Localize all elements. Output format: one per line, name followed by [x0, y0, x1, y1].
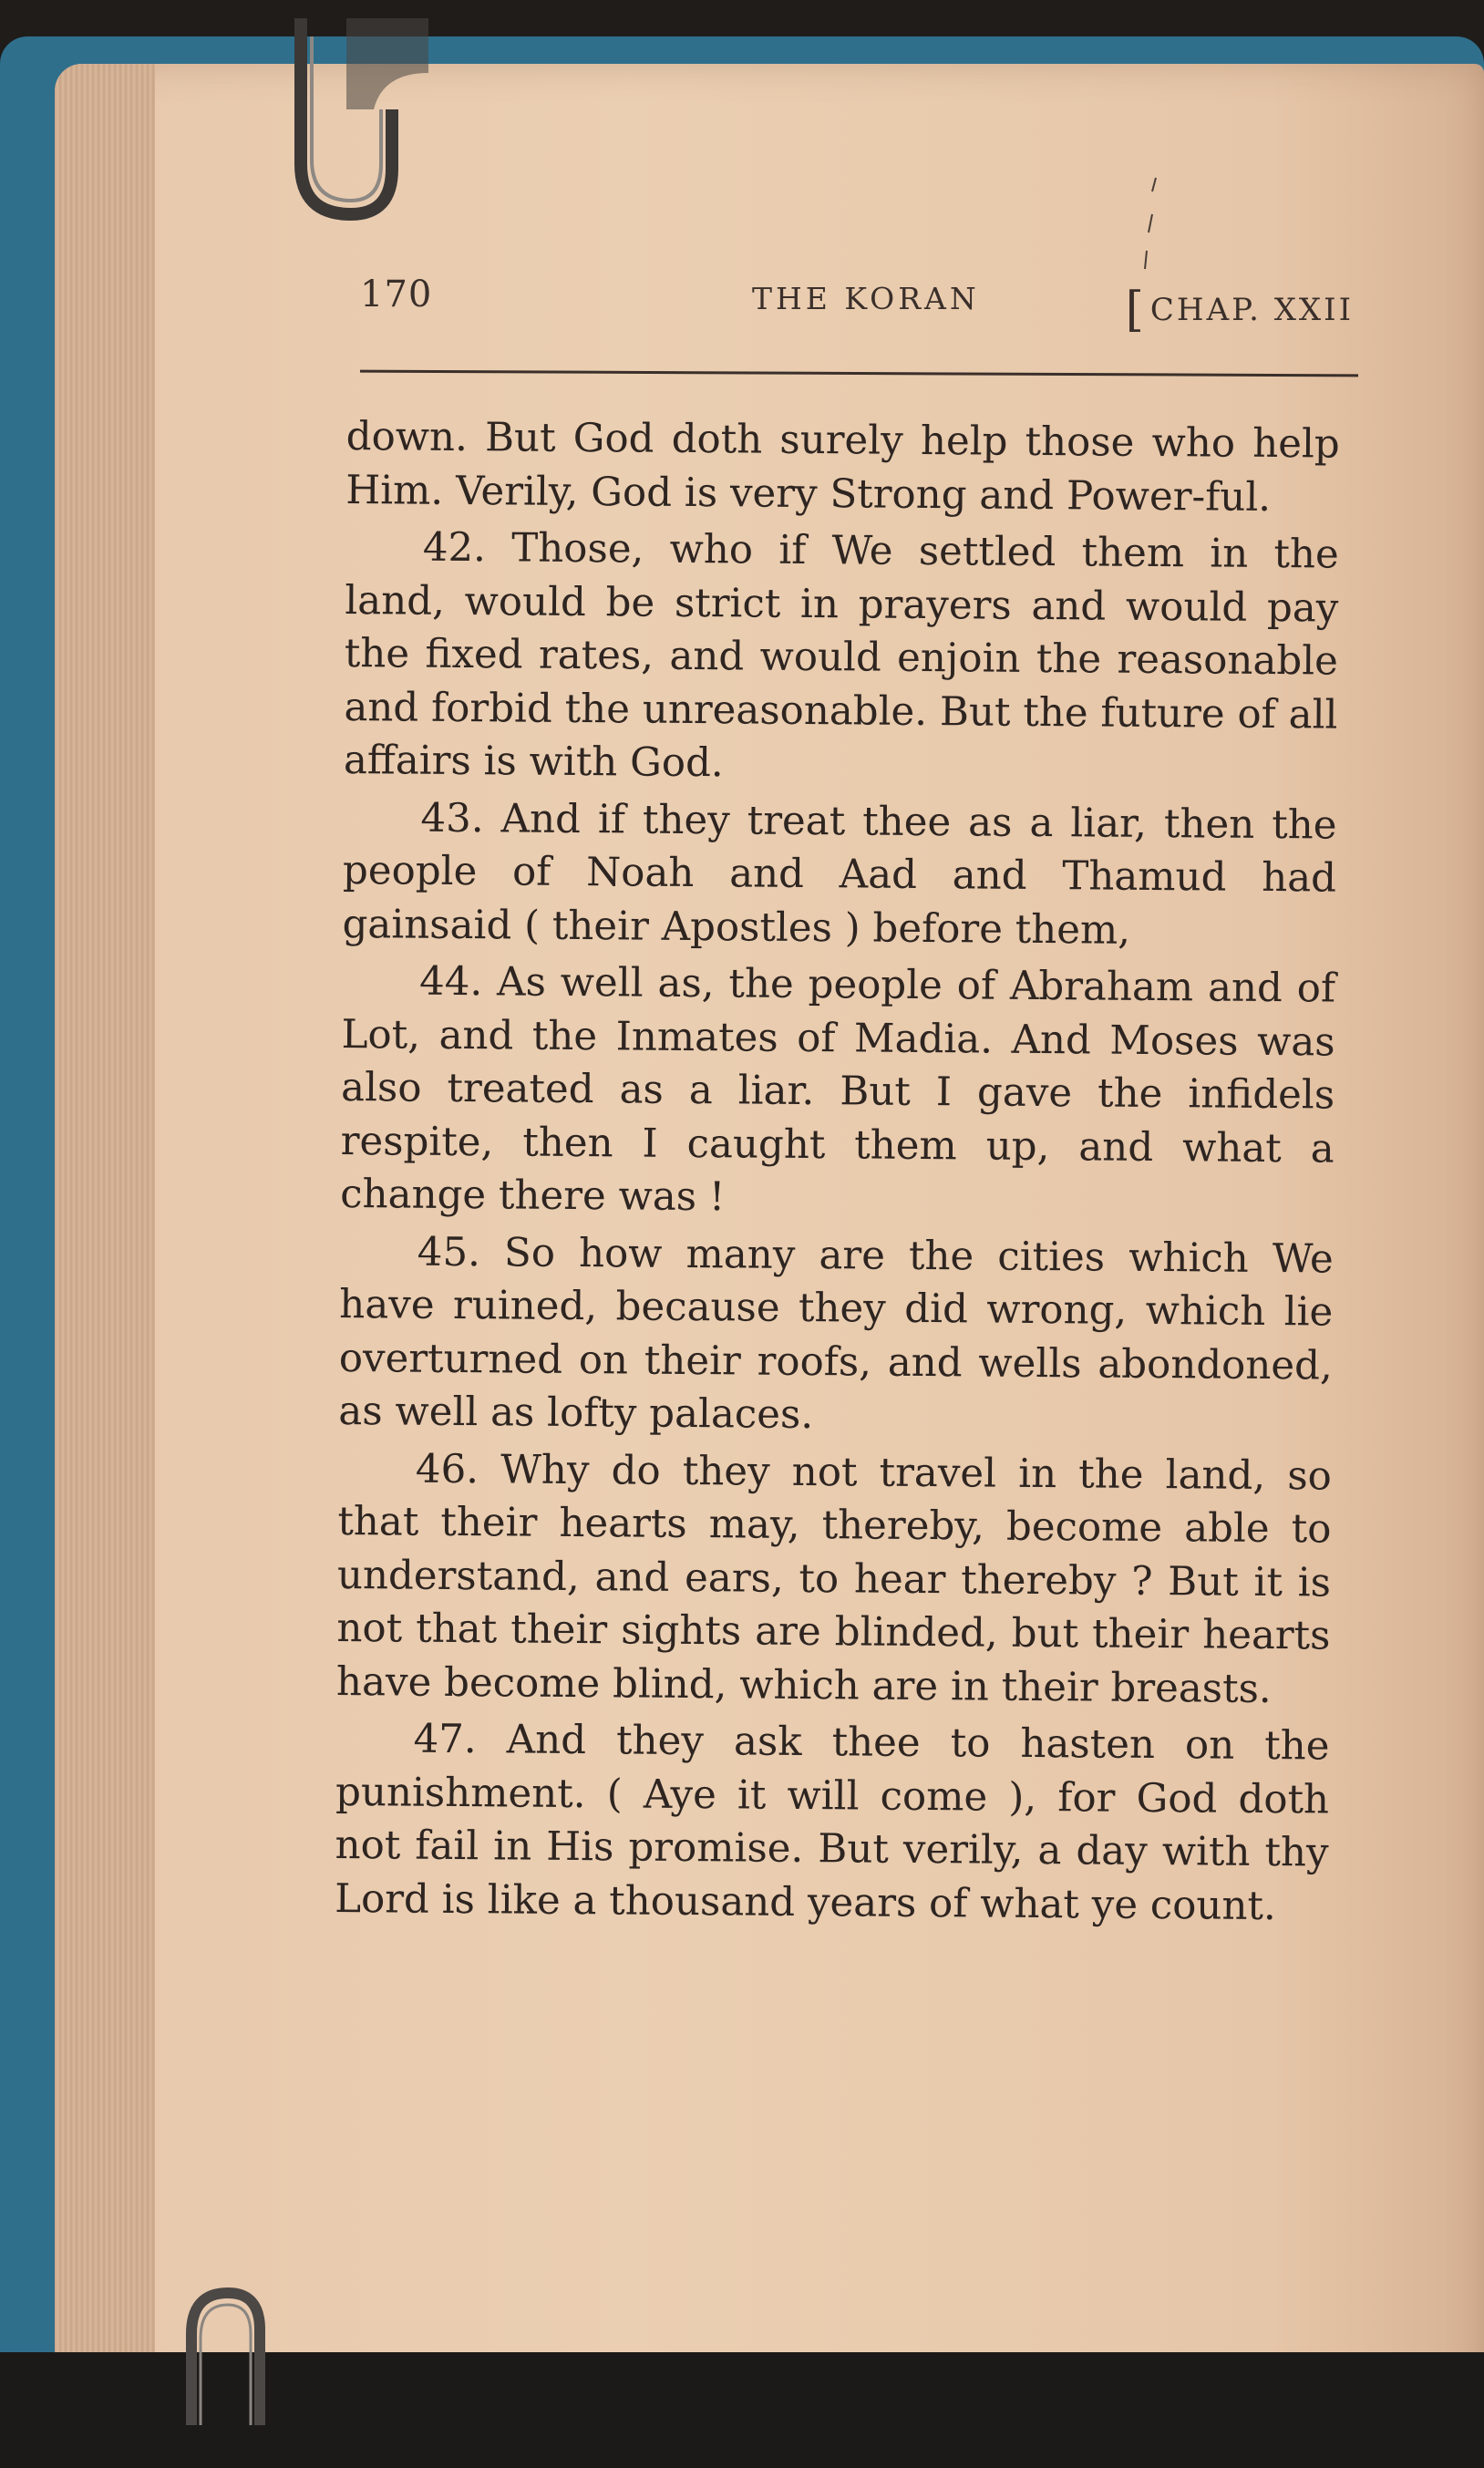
- running-title: THE KORAN: [752, 281, 980, 316]
- page-clip-icon: [246, 18, 428, 237]
- chapter-label: [1125, 277, 1354, 337]
- page-number: 170: [360, 274, 433, 315]
- page-header: [360, 264, 1354, 337]
- page-edges: [55, 64, 155, 2398]
- chapter-bracket: [: [1125, 283, 1147, 337]
- paragraph-continuation: down. But God doth surely help those who help Him. Verily, God is very Strong and Power-ful.: [345, 413, 1340, 521]
- verse-42: 42. Those, who if We settled them in the land, would be strict in prayers and would pay the fixed rates, and would enjoin the reasonable and forbid the unreasonable. But the future of all affairs is with God.: [343, 524, 1339, 787]
- verse-47: 47. And they ask thee to hasten on the punishment. ( Aye it will come ), for God doth not fail in His promise. But verily, a day with thy Lord is like a thousand years of what ye count.: [334, 1716, 1330, 1929]
- verse-43: 43. And if they treat thee as a liar, then the people of Noah and Aad and Thamud had gainsaid ( their Apostles ) before them,: [342, 795, 1337, 954]
- verse-45: 45. So how many are the cities which We have ruined, because they did wrong, which lie overturned on their roofs, and wells abondoned, as well as lofty palaces.: [338, 1229, 1334, 1439]
- verse-44: 44. As well as, the people of Abraham and of Lot, and the Inmates of Madia. And Moses was also treated as a liar. But I gave the infidels respite, then I caught them up, and what a change there was !: [340, 958, 1336, 1221]
- page-text: [335, 410, 1340, 1937]
- pencil-mark-icon: [1130, 173, 1167, 274]
- bottom-clip-icon: [173, 2279, 273, 2425]
- chapter-text: CHAP. XXII: [1149, 292, 1354, 328]
- verse-46: 46. Why do they not travel in the land, so that their hearts may, thereby, become able to understand, and ears, to hear thereby ? But it is not that their sights are blinded, but their hearts have become blind, which are in their breasts.: [335, 1446, 1333, 1712]
